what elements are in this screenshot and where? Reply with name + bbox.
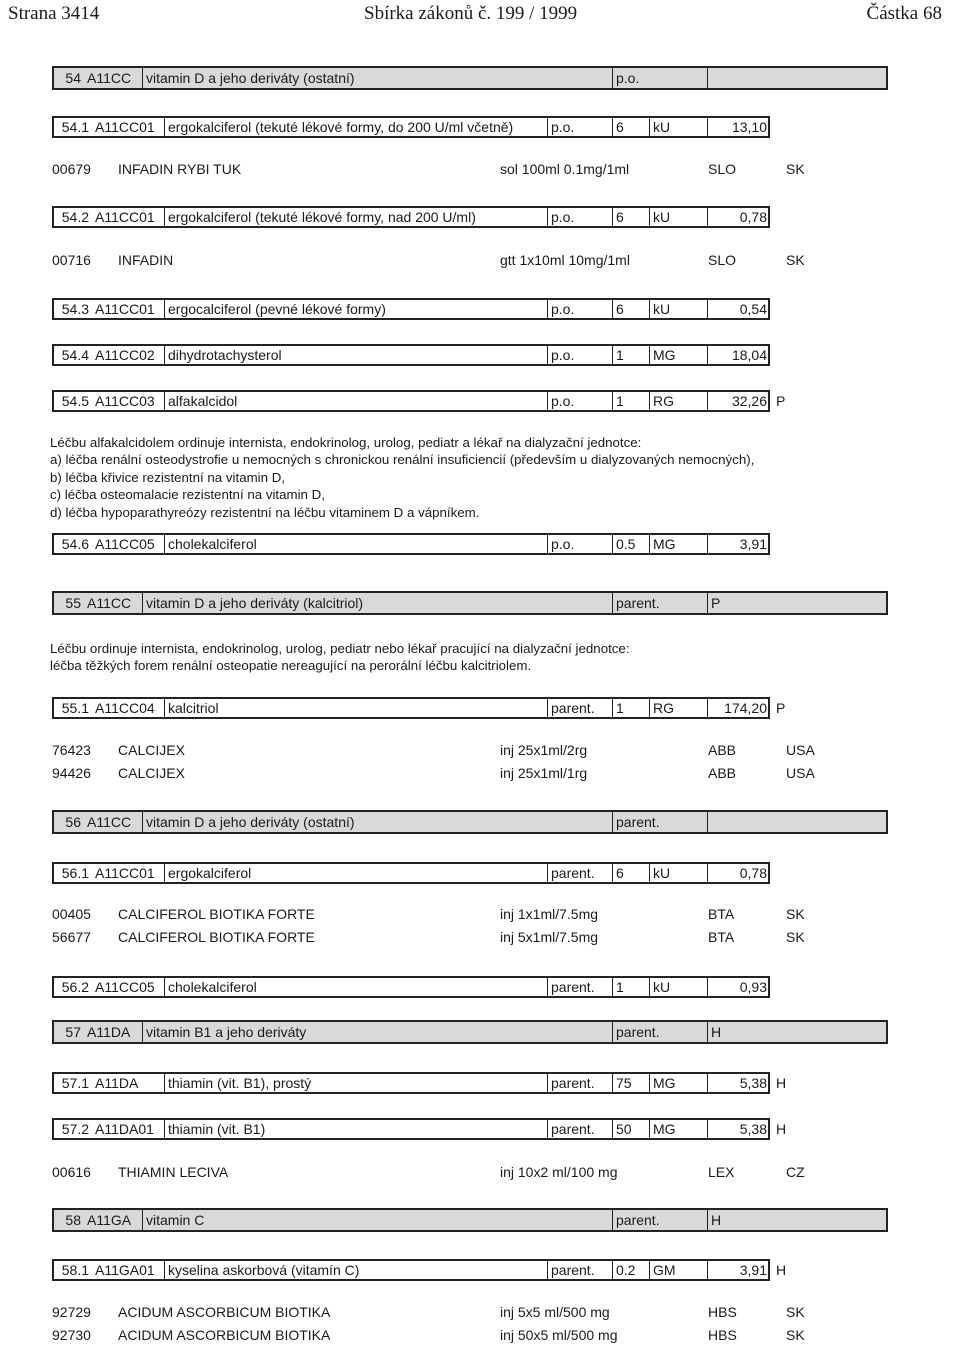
subgroup-number: 54.1 xyxy=(61,119,89,135)
flag xyxy=(772,118,776,136)
product-form: inj 5x1ml/7.5mg xyxy=(500,929,599,945)
substance-name: thiamin (vit. B1), prostý xyxy=(164,1074,547,1092)
product-code: 00405 xyxy=(52,906,91,922)
country: SK xyxy=(786,161,805,177)
product-form: inj 10x2 ml/100 mg xyxy=(500,1164,618,1180)
subgroup-number: 54.6 xyxy=(61,536,89,552)
subgroup-row xyxy=(52,1259,787,1281)
product-code: 76423 xyxy=(52,742,91,758)
dose-unit: RG xyxy=(649,392,707,410)
dose-unit: kU xyxy=(649,300,707,318)
country: USA xyxy=(786,765,815,781)
subgroup-row xyxy=(52,697,786,719)
group-header-row xyxy=(52,810,888,834)
group-header-row xyxy=(52,1020,888,1044)
atc-code: A11GA xyxy=(87,1212,132,1228)
subgroup-number: 54.3 xyxy=(61,301,89,317)
subgroup-row xyxy=(52,206,770,228)
manufacturer: BTA xyxy=(708,906,735,922)
route: p.o. xyxy=(547,346,612,364)
flag: P xyxy=(776,393,786,409)
group-number: 57 xyxy=(65,1024,81,1040)
dose-unit: kU xyxy=(649,978,707,996)
flag xyxy=(772,346,776,364)
manufacturer: SLO xyxy=(708,161,737,177)
product-code: 00616 xyxy=(52,1164,91,1180)
prescribing-note xyxy=(50,640,630,675)
subgroup-number: 54.5 xyxy=(61,393,89,409)
flag: H xyxy=(776,1121,787,1137)
product-form: inj 50x5 ml/500 mg xyxy=(500,1327,618,1343)
prescribing-note xyxy=(50,434,754,521)
flag: H xyxy=(707,1210,890,1230)
substance-name: ergokalciferol xyxy=(164,864,547,882)
dose-unit: MG xyxy=(649,535,707,553)
route: parent. xyxy=(547,1120,612,1138)
country: SK xyxy=(786,252,805,268)
subgroup-number: 58.1 xyxy=(61,1262,89,1278)
note-line: a) léčba renální osteodystrofie u nemocných s chronickou renální insuficiencií (především u dialyzovaných nemocných), xyxy=(50,452,755,468)
subgroup-row xyxy=(52,862,770,884)
dose-unit: MG xyxy=(649,1120,707,1138)
substance-name: ergokalciferol (tekuté lékové formy, nad 200 U/ml) xyxy=(164,208,547,226)
atc-code: A11DA xyxy=(87,1024,131,1040)
dose-unit: RG xyxy=(649,699,707,717)
route: p.o. xyxy=(547,208,612,226)
product-code: 00716 xyxy=(52,252,91,268)
subgroup-number: 56.1 xyxy=(61,865,89,881)
flag: H xyxy=(776,1075,787,1091)
route: parent. xyxy=(612,1022,707,1042)
group-header-row xyxy=(52,1208,888,1232)
dose-quantity: 50 xyxy=(612,1120,649,1138)
route: p.o. xyxy=(612,68,707,88)
group-header-row xyxy=(52,591,888,615)
substance-name: ergokalciferol (tekuté lékové formy, do 200 U/ml včetně) xyxy=(164,118,547,136)
product-name: CALCIFEROL BIOTIKA FORTE xyxy=(118,929,315,945)
dose-unit: GM xyxy=(649,1261,707,1279)
product-form: gtt 1x10ml 10mg/1ml xyxy=(500,252,630,268)
flag: P xyxy=(776,700,786,716)
product-form: inj 1x1ml/7.5mg xyxy=(500,906,599,922)
group-number: 55 xyxy=(65,595,81,611)
price: 0,54 xyxy=(707,300,770,318)
atc-code: A11CC xyxy=(87,595,132,611)
substance-name: dihydrotachysterol xyxy=(164,346,547,364)
flag xyxy=(772,978,776,996)
flag: H xyxy=(776,1262,787,1278)
flag xyxy=(772,535,776,553)
route: parent. xyxy=(547,978,612,996)
country: SK xyxy=(786,906,805,922)
route: p.o. xyxy=(547,392,612,410)
atc-code: A11CC01 xyxy=(95,119,155,135)
group-name: vitamin B1 a jeho deriváty xyxy=(142,1022,612,1042)
subgroup-number: 54.4 xyxy=(61,347,89,363)
route: parent. xyxy=(547,699,612,717)
note-line: Léčbu ordinuje internista, endokrinolog, urolog, pediatr nebo lékař pracující na dialyzační jednotce: xyxy=(50,641,630,656)
manufacturer: ABB xyxy=(708,742,737,758)
note-line: d) léčba hypoparathyreózy rezistentní na léčbu vitaminem D a vápníkem. xyxy=(50,504,480,520)
dose-unit: kU xyxy=(649,864,707,882)
subgroup-row xyxy=(52,976,770,998)
subgroup-row xyxy=(52,1118,787,1140)
product-form: sol 100ml 0.1mg/1ml xyxy=(500,161,630,177)
collection-title: Sbírka zákonů č. 199 / 1999 xyxy=(364,3,578,24)
route: p.o. xyxy=(547,300,612,318)
route: parent. xyxy=(612,1210,707,1230)
country: SK xyxy=(786,929,805,945)
dose-quantity: 1 xyxy=(612,978,649,996)
atc-code: A11CC01 xyxy=(95,209,155,225)
price: 32,26 xyxy=(707,392,770,410)
note-line: léčba těžkých forem renální osteopatie nereagující na perorální léčbu kalcitriolem. xyxy=(50,658,532,674)
atc-code: A11CC05 xyxy=(95,979,155,995)
flag xyxy=(707,68,890,88)
dose-quantity: 6 xyxy=(612,118,649,136)
atc-code: A11CC01 xyxy=(95,301,155,317)
substance-name: cholekalciferol xyxy=(164,535,547,553)
product-code: 00679 xyxy=(52,161,91,177)
atc-code: A11GA01 xyxy=(95,1262,155,1278)
subgroup-number: 56.2 xyxy=(61,979,89,995)
dose-quantity: 6 xyxy=(612,864,649,882)
subgroup-number: 55.1 xyxy=(61,700,89,716)
group-number: 58 xyxy=(65,1212,81,1228)
route: parent. xyxy=(612,812,707,832)
product-name: THIAMIN LECIVA xyxy=(118,1164,229,1180)
atc-code: A11CC03 xyxy=(95,393,155,409)
substance-name: alfakalcidol xyxy=(164,392,547,410)
country: SK xyxy=(786,1304,805,1320)
group-name: vitamin D a jeho deriváty (kalcitriol) xyxy=(142,593,612,613)
route: parent. xyxy=(547,1074,612,1092)
dose-unit: kU xyxy=(649,208,707,226)
dose-quantity: 6 xyxy=(612,300,649,318)
price: 0,78 xyxy=(707,864,770,882)
dose-quantity: 6 xyxy=(612,208,649,226)
atc-code: A11CC xyxy=(87,814,132,830)
price: 0,78 xyxy=(707,208,770,226)
manufacturer: HBS xyxy=(708,1327,737,1343)
product-form: inj 25x1ml/1rg xyxy=(500,765,588,781)
price: 3,91 xyxy=(707,1261,770,1279)
manufacturer: LEX xyxy=(708,1164,735,1180)
atc-code: A11CC05 xyxy=(95,536,155,552)
price: 174,20 xyxy=(707,699,770,717)
product-code: 56677 xyxy=(52,929,91,945)
dose-quantity: 0.5 xyxy=(612,535,649,553)
dose-quantity: 75 xyxy=(612,1074,649,1092)
flag: H xyxy=(707,1022,890,1042)
price: 18,04 xyxy=(707,346,770,364)
price: 3,91 xyxy=(707,535,770,553)
atc-code: A11CC02 xyxy=(95,347,155,363)
dose-unit: MG xyxy=(649,346,707,364)
route: parent. xyxy=(547,864,612,882)
product-name: INFADIN xyxy=(118,252,174,268)
substance-name: cholekalciferol xyxy=(164,978,547,996)
dose-quantity: 0.2 xyxy=(612,1261,649,1279)
country: USA xyxy=(786,742,815,758)
page-number: Strana 3414 xyxy=(8,3,100,24)
group-name: vitamin D a jeho deriváty (ostatní) xyxy=(142,68,612,88)
product-name: CALCIJEX xyxy=(118,765,185,781)
product-form: inj 25x1ml/2rg xyxy=(500,742,588,758)
route: p.o. xyxy=(547,535,612,553)
country: SK xyxy=(786,1327,805,1343)
flag xyxy=(707,812,890,832)
manufacturer: BTA xyxy=(708,929,735,945)
note-line: c) léčba osteomalacie rezistentní na vitamin D, xyxy=(50,487,325,503)
atc-code: A11DA01 xyxy=(95,1121,154,1137)
subgroup-number: 57.2 xyxy=(61,1121,89,1137)
product-name: INFADIN RYBI TUK xyxy=(118,161,242,177)
subgroup-row xyxy=(52,344,770,366)
dose-quantity: 1 xyxy=(612,346,649,364)
atc-code: A11CC xyxy=(87,70,132,86)
product-name: CALCIFEROL BIOTIKA FORTE xyxy=(118,906,315,922)
subgroup-row xyxy=(52,533,770,555)
group-name: vitamin D a jeho deriváty (ostatní) xyxy=(142,812,612,832)
route: parent. xyxy=(612,593,707,613)
price: 0,93 xyxy=(707,978,770,996)
subgroup-number: 57.1 xyxy=(61,1075,89,1091)
price: 5,38 xyxy=(707,1074,770,1092)
flag xyxy=(772,300,776,318)
route: p.o. xyxy=(547,118,612,136)
manufacturer: HBS xyxy=(708,1304,737,1320)
group-number: 54 xyxy=(65,70,81,86)
atc-code: A11CC01 xyxy=(95,865,155,881)
atc-code: A11DA xyxy=(95,1075,139,1091)
price: 13,10 xyxy=(707,118,770,136)
subgroup-row xyxy=(52,1072,787,1094)
flag xyxy=(772,864,776,882)
issue-number: Částka 68 xyxy=(866,3,942,24)
route: parent. xyxy=(547,1261,612,1279)
dose-unit: MG xyxy=(649,1074,707,1092)
dose-unit: kU xyxy=(649,118,707,136)
group-header-row xyxy=(52,66,888,90)
product-code: 92729 xyxy=(52,1304,91,1320)
subgroup-row xyxy=(52,298,770,320)
note-line: Léčbu alfakalcidolem ordinuje internista, endokrinolog, urolog, pediatr a lékař na dialyzační jednotce: xyxy=(50,435,642,450)
atc-code: A11CC04 xyxy=(95,700,155,716)
manufacturer: SLO xyxy=(708,252,737,268)
group-number: 56 xyxy=(65,814,81,830)
dose-quantity: 1 xyxy=(612,699,649,717)
subgroup-row xyxy=(52,116,770,138)
product-name: ACIDUM ASCORBICUM BIOTIKA xyxy=(118,1327,331,1343)
price: 5,38 xyxy=(707,1120,770,1138)
subgroup-row xyxy=(52,390,786,412)
note-line: b) léčba křivice rezistentní na vitamin D, xyxy=(50,469,286,485)
substance-name: ergocalciferol (pevné lékové formy) xyxy=(164,300,547,318)
country: CZ xyxy=(786,1164,805,1180)
flag xyxy=(772,208,776,226)
dose-quantity: 1 xyxy=(612,392,649,410)
group-name: vitamin C xyxy=(142,1210,612,1230)
substance-name: kalcitriol xyxy=(164,699,547,717)
product-code: 92730 xyxy=(52,1327,91,1343)
product-form: inj 5x5 ml/500 mg xyxy=(500,1304,610,1320)
substance-name: kyselina askorbová (vitamín C) xyxy=(164,1261,547,1279)
product-name: ACIDUM ASCORBICUM BIOTIKA xyxy=(118,1304,331,1320)
substance-name: thiamin (vit. B1) xyxy=(164,1120,547,1138)
product-code: 94426 xyxy=(52,765,91,781)
flag: P xyxy=(707,593,890,613)
manufacturer: ABB xyxy=(708,765,737,781)
product-name: CALCIJEX xyxy=(118,742,185,758)
subgroup-number: 54.2 xyxy=(61,209,89,225)
